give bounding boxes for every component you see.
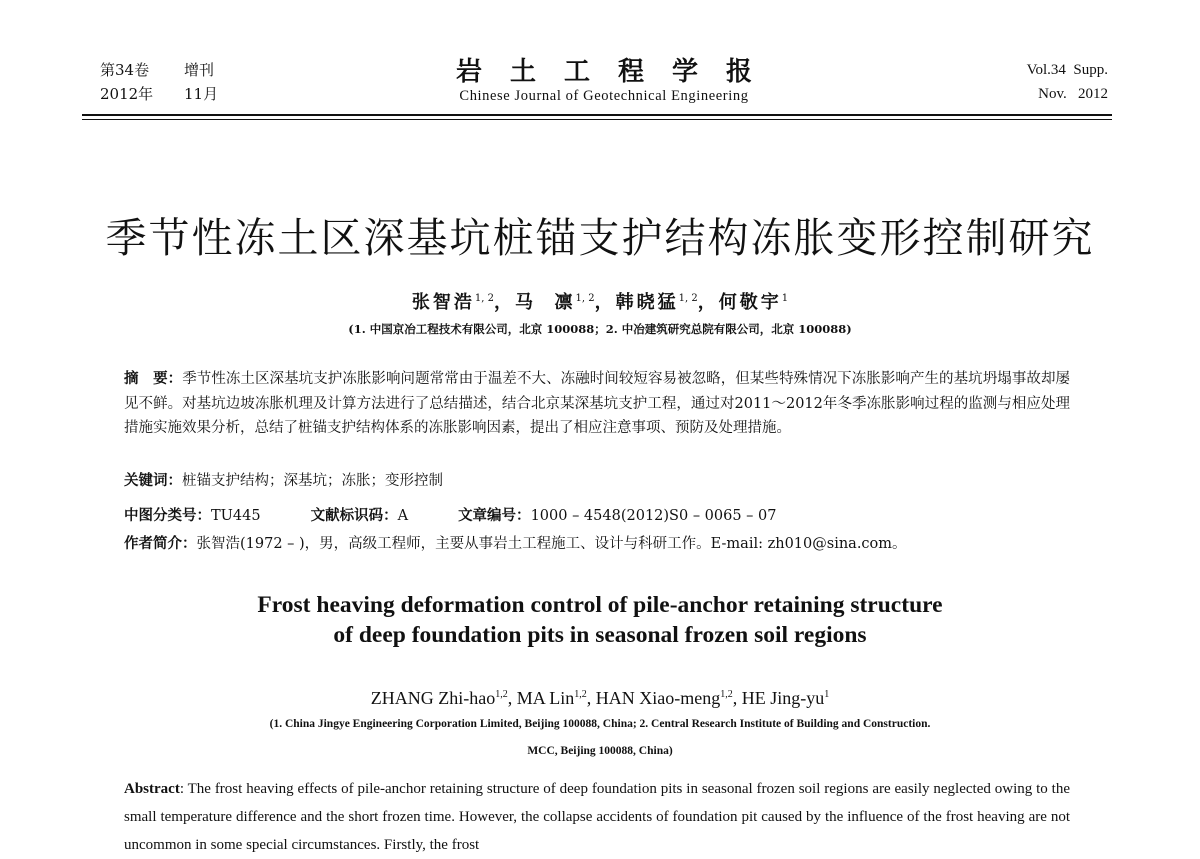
affiliation-en-line-1: (1. China Jingye Engineering Corporation Limited, Beijing 100088, China; 2. Central Research Institute of Building and Construction. [269, 718, 931, 730]
header-center [100, 58, 1108, 106]
header-rule-thin [82, 119, 1112, 120]
affiliation-en-line-2: MCC, Beijing 100088, China) [527, 745, 673, 757]
en-author-affil-mark: 1,2 [495, 689, 508, 700]
date-en: Nov. 2012 [1038, 86, 1108, 102]
en-author-separator: , [732, 688, 742, 708]
cn-author-affil-mark: 1, 2 [678, 293, 698, 304]
cn-author-separator: ， [697, 292, 719, 313]
paper-title-en [0, 590, 1200, 650]
article-no-value: 1000 – 4548(2012)S0 – 0065 – 07 [530, 508, 777, 524]
cn-author-name: 马 凛 [514, 292, 576, 313]
en-author-name: MA Lin [516, 688, 575, 708]
abstract-cn [124, 367, 1070, 441]
month-cn: 11月 [184, 85, 219, 103]
en-author-affil-mark: 1 [824, 689, 830, 700]
journal-name-cn: 岩土工程学报 [455, 57, 780, 87]
keywords-cn-text: 桩锚支护结构；深基坑；冻胀；变形控制 [182, 473, 443, 489]
year-cn: 2012年 [100, 85, 154, 103]
paper-title-cn: 季节性冻土区深基坑桩锚支护结构冻胀变形控制研究 [105, 214, 1095, 262]
supplement-cn: 增刊 [184, 61, 215, 79]
abstract-en [124, 775, 1070, 859]
author-list-cn [0, 288, 1200, 314]
bio-label: 作者简介： [124, 535, 197, 552]
en-author-affil-mark: 1,2 [720, 689, 733, 700]
cn-author-separator: ， [594, 292, 616, 313]
header-rule-thick [82, 114, 1112, 116]
clc-value: TU445 [211, 508, 261, 524]
journal-name-en: Chinese Journal of Geotechnical Engineering [459, 88, 749, 104]
clc-label: 中图分类号： [124, 507, 211, 524]
keywords-cn-label: 关键词： [124, 472, 182, 489]
author-list-en [0, 688, 1200, 709]
affiliation-cn: (1. 中国京冶工程技术有限公司，北京 100088；2. 中冶建筑研究总院有限公司，北京 100088) [348, 322, 852, 336]
cn-author-affil-mark: 1, 2 [575, 293, 595, 304]
title-en-line-2: of deep foundation pits in seasonal frozen soil regions [333, 622, 867, 648]
en-author-name: HAN Xiao-meng [595, 688, 721, 708]
cn-author-name: 韩晓猛 [615, 292, 679, 313]
en-author-separator: , [586, 688, 596, 708]
classification-line [124, 505, 1124, 527]
abstract-en-text: : The frost heaving effects of pile-anchor retaining structure of deep foundation pits in seasonal frozen soil regions are easily neglected owing to the small temperature difference and the short frozen time. However, the collapse accidents of foundation pit caused by the influence of the frost heaving are not uncommon in some special circumstances. Firstly, the frost [124, 781, 1070, 853]
journal-header [100, 58, 1108, 110]
cn-author-affil-mark: 1 [781, 293, 789, 304]
cn-author-name: 张智浩 [411, 292, 475, 313]
en-author-affil-mark: 1,2 [574, 689, 587, 700]
doc-code-value: A [397, 508, 409, 524]
cn-author-name: 何敬宇 [718, 292, 782, 313]
cn-author-affil-mark: 1, 2 [474, 293, 494, 304]
en-author-name: ZHANG Zhi-hao [370, 688, 496, 708]
en-author-name: HE Jing-yu [741, 688, 825, 708]
keywords-cn [124, 470, 1124, 492]
volume-cn: 第34卷 [100, 61, 150, 79]
abstract-en-label: Abstract [124, 781, 180, 797]
doc-code-label: 文献标识码： [310, 507, 398, 524]
bio-text: 张智浩(1972 – )，男，高级工程师，主要从事岩土工程施工、设计与科研工作。E-mail: zh010@sina.com。 [196, 536, 907, 552]
title-en-line-1: Frost heaving deformation control of pile-anchor retaining structure [257, 592, 943, 618]
abstract-cn-label: 摘 要： [124, 370, 183, 387]
cn-author-separator: ， [493, 292, 515, 313]
en-author-separator: , [507, 688, 517, 708]
author-bio-cn [124, 533, 1124, 555]
volume-en: Vol.34 Supp. [1026, 62, 1108, 78]
abstract-cn-text: 季节性冻土区深基坑支护冻胀影响问题常常由于温差不大、冻融时间较短容易被忽略，但某些特殊情况下冻胀影响产生的基坑坍塌事故却屡见不鲜。对基坑边坡冻胀机理及计算方法进行了总结描述，结合北京某深基坑支护工程，通过对2011～2012年冬季冻胀影响过程的监测与相应处理措施实施效果分析，总结了桩锚支护结构体系的冻胀影响因素，提出了相应注意事项、预防及处理措施。 [124, 371, 1070, 437]
article-no-label: 文章编号： [458, 507, 531, 524]
header-right [1027, 58, 1108, 106]
